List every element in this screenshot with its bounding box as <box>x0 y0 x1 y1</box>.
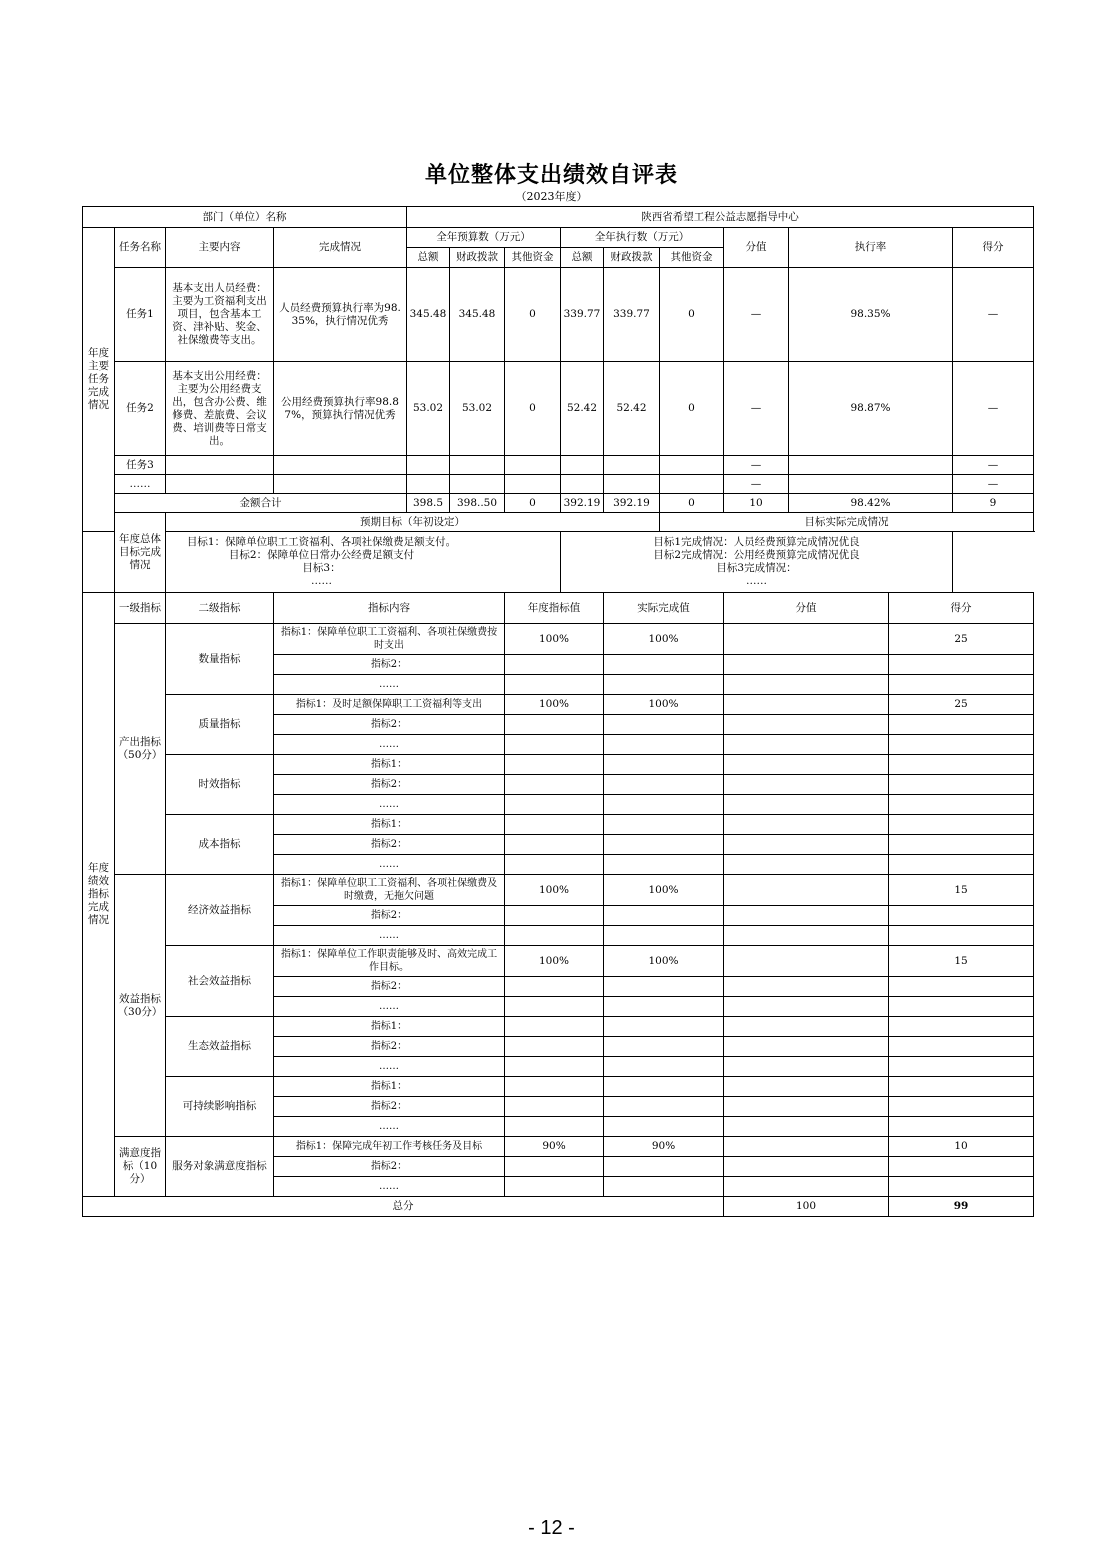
indicator-score-value <box>724 997 889 1017</box>
indicator-score-value <box>724 815 889 835</box>
indicator-content: …… <box>274 926 505 946</box>
indicator-actual <box>604 997 724 1017</box>
indicator-actual <box>604 775 724 795</box>
indicator-score <box>889 795 1034 815</box>
level1-indicator: 效益指标（30分） <box>115 875 166 1137</box>
indicator-target: 100% <box>505 946 604 977</box>
task-status: 人员经费预算执行率为98.35%，执行情况优秀 <box>274 268 407 362</box>
indicator-actual <box>604 815 724 835</box>
indicator-score-value <box>724 906 889 926</box>
sum-e-total: 392.19 <box>561 494 604 513</box>
task-content <box>166 456 274 475</box>
indicator-content: 指标2： <box>274 1157 505 1177</box>
indicator-score: 15 <box>889 875 1034 906</box>
indicator-content: 指标1： <box>274 815 505 835</box>
header-total: 总额 <box>407 248 450 268</box>
task-content <box>166 475 274 494</box>
task-b-total: 53.02 <box>407 362 450 456</box>
task-name: 任务2 <box>115 362 166 456</box>
task-e-other <box>660 475 724 494</box>
indicator-target <box>505 1157 604 1177</box>
task-content: 基本支出公用经费：主要为公用经费支出，包含办公费、维修费、差旅费、会议费、培训费等日常支出。 <box>166 362 274 456</box>
indicator-target <box>505 1057 604 1077</box>
text-line: …… <box>746 575 767 587</box>
indicator-actual: 100% <box>604 695 724 715</box>
indicator-score-value <box>724 695 889 715</box>
task-b-other <box>505 475 561 494</box>
indicator-score <box>889 977 1034 997</box>
task-name: 任务1 <box>115 268 166 362</box>
task-rate: 98.35% <box>789 268 953 362</box>
indicator-content: …… <box>274 1117 505 1137</box>
indicator-score-value <box>724 1137 889 1157</box>
text-line: 目标1：保障单位职工工资福利、各项社保缴费足额支付。 <box>186 536 457 548</box>
indicator-score: 15 <box>889 946 1034 977</box>
indicator-actual <box>604 1157 724 1177</box>
indicator-score <box>889 815 1034 835</box>
header-fiscal: 财政拨款 <box>450 248 505 268</box>
task-e-fiscal <box>604 456 660 475</box>
dept-label: 部门（单位）名称 <box>83 207 407 228</box>
header-budget: 全年预算数（万元） <box>407 228 561 248</box>
indicator-score-value <box>724 1017 889 1037</box>
indicator-actual <box>604 1077 724 1097</box>
indicator-content: 指标2： <box>274 655 505 675</box>
indicator-target <box>505 1077 604 1097</box>
indicator-content: …… <box>274 1177 505 1197</box>
task-status <box>274 456 407 475</box>
task-status: 公用经费预算执行率98.87%，预算执行情况优秀 <box>274 362 407 456</box>
dept-name: 陕西省希望工程公益志愿指导中心 <box>407 207 1034 228</box>
indicator-content: 指标1：保障单位工作职责能够及时、高效完成工作目标。 <box>274 946 505 977</box>
indicator-content: 指标1：及时足额保障职工工资福利等支出 <box>274 695 505 715</box>
indicator-target <box>505 655 604 675</box>
header-content: 主要内容 <box>166 228 274 268</box>
indicator-target <box>505 775 604 795</box>
indicator-score <box>889 906 1034 926</box>
indicator-content: 指标1： <box>274 1077 505 1097</box>
task-score: — <box>953 268 1034 362</box>
sum-b-total: 398.5 <box>407 494 450 513</box>
indicator-actual <box>604 1037 724 1057</box>
indicator-content: 指标2： <box>274 775 505 795</box>
indicator-target <box>505 855 604 875</box>
task-b-fiscal <box>450 475 505 494</box>
task-b-fiscal: 345.48 <box>450 268 505 362</box>
indicator-score-value <box>724 1097 889 1117</box>
indicator-score <box>889 1097 1034 1117</box>
indicator-content: …… <box>274 795 505 815</box>
page-number: - 12 - <box>528 1517 575 1539</box>
header-other: 其他资金 <box>660 248 724 268</box>
task-b-fiscal <box>450 456 505 475</box>
indicator-score-value <box>724 755 889 775</box>
indicator-score-value <box>724 977 889 997</box>
indicator-score <box>889 1037 1034 1057</box>
level2-indicator: 生态效益指标 <box>166 1017 274 1077</box>
indicator-score <box>889 855 1034 875</box>
sum-e-other: 0 <box>660 494 724 513</box>
task-e-fiscal <box>604 475 660 494</box>
indicator-target <box>505 977 604 997</box>
task-name: 任务3 <box>115 456 166 475</box>
indicator-content: 指标2： <box>274 906 505 926</box>
total-score: 99 <box>889 1197 1034 1217</box>
header-actual: 实际完成值 <box>604 593 724 624</box>
header-indicator-content: 指标内容 <box>274 593 505 624</box>
indicator-score <box>889 835 1034 855</box>
indicator-score <box>889 1157 1034 1177</box>
indicator-actual <box>604 977 724 997</box>
indicator-content: 指标2： <box>274 977 505 997</box>
indicator-score <box>889 926 1034 946</box>
task-e-other: 0 <box>660 268 724 362</box>
indicator-content: …… <box>274 855 505 875</box>
indicator-score-value <box>724 835 889 855</box>
level2-indicator: 时效指标 <box>166 755 274 815</box>
indicator-target: 90% <box>505 1137 604 1157</box>
indicator-score <box>889 675 1034 695</box>
task-b-total <box>407 456 450 475</box>
task-e-other: 0 <box>660 362 724 456</box>
indicator-score <box>889 715 1034 735</box>
indicator-score-value <box>724 735 889 755</box>
indicator-score <box>889 1117 1034 1137</box>
level2-indicator: 可持续影响指标 <box>166 1077 274 1137</box>
header-exec: 全年执行数（万元） <box>561 228 724 248</box>
indicator-target <box>505 735 604 755</box>
indicator-score-value <box>724 1117 889 1137</box>
header-status: 完成情况 <box>274 228 407 268</box>
level1-indicator: 满意度指标（10分） <box>115 1137 166 1197</box>
indicator-score <box>889 755 1034 775</box>
section-label-goals: 年度总体目标完成情况 <box>115 513 166 593</box>
level2-indicator: 社会效益指标 <box>166 946 274 1017</box>
header-rate: 执行率 <box>789 228 953 268</box>
indicator-actual: 100% <box>604 946 724 977</box>
indicator-content: …… <box>274 675 505 695</box>
text-line: …… <box>311 575 332 587</box>
task-status <box>274 475 407 494</box>
header-score: 得分 <box>953 228 1034 268</box>
header-fiscal: 财政拨款 <box>604 248 660 268</box>
task-rate <box>789 475 953 494</box>
indicator-score-value <box>724 1057 889 1077</box>
indicator-actual: 100% <box>604 875 724 906</box>
indicator-score-value <box>724 926 889 946</box>
task-b-total <box>407 475 450 494</box>
total-score-value: 100 <box>724 1197 889 1217</box>
header-l1: 一级指标 <box>115 593 166 624</box>
level2-indicator: 经济效益指标 <box>166 875 274 946</box>
task-score: — <box>953 362 1034 456</box>
text-line: 目标3完成情况： <box>716 562 797 574</box>
total-label: 总分 <box>83 1197 724 1217</box>
report-year: （2023年度） <box>515 190 588 203</box>
task-e-total: 339.77 <box>561 268 604 362</box>
task-e-other <box>660 456 724 475</box>
task-e-fiscal: 339.77 <box>604 268 660 362</box>
indicator-score <box>889 1077 1034 1097</box>
section-label-indicators: 年度绩效指标完成情况 <box>83 593 115 1197</box>
task-score-value: — <box>724 362 789 456</box>
indicator-actual <box>604 755 724 775</box>
sum-score: 9 <box>953 494 1034 513</box>
indicator-content: 指标1：保障单位职工工资福利、各项社保缴费按时支出 <box>274 624 505 655</box>
actual-header: 目标实际完成情况 <box>660 513 1034 532</box>
indicator-actual: 90% <box>604 1137 724 1157</box>
indicator-target <box>505 835 604 855</box>
sum-b-other: 0 <box>505 494 561 513</box>
indicator-actual <box>604 835 724 855</box>
indicator-score <box>889 1177 1034 1197</box>
indicator-score-value <box>724 655 889 675</box>
task-rate: 98.87% <box>789 362 953 456</box>
indicator-actual: 100% <box>604 624 724 655</box>
text-line: 目标1完成情况：人员经费预算完成情况优良 <box>653 536 860 548</box>
task-e-fiscal: 52.42 <box>604 362 660 456</box>
header-l2: 二级指标 <box>166 593 274 624</box>
indicator-score-value <box>724 675 889 695</box>
task-e-total: 52.42 <box>561 362 604 456</box>
indicator-actual <box>604 675 724 695</box>
indicator-target <box>505 1177 604 1197</box>
planned-header: 预期目标（年初设定） <box>166 513 660 532</box>
indicator-target <box>505 715 604 735</box>
indicator-actual <box>604 1097 724 1117</box>
indicator-content: 指标1：保障完成年初工作考核任务及目标 <box>274 1137 505 1157</box>
indicator-target: 100% <box>505 695 604 715</box>
indicator-content: 指标2： <box>274 835 505 855</box>
task-score-value: — <box>724 268 789 362</box>
indicator-content: …… <box>274 997 505 1017</box>
task-b-other <box>505 456 561 475</box>
indicator-target <box>505 795 604 815</box>
level2-indicator: 质量指标 <box>166 695 274 755</box>
indicator-score-value <box>724 1037 889 1057</box>
sum-rate: 98.42% <box>789 494 953 513</box>
indicator-actual <box>604 906 724 926</box>
indicator-score <box>889 1017 1034 1037</box>
indicator-target <box>505 1117 604 1137</box>
header-indicator-score-value: 分值 <box>724 593 889 624</box>
text-line: 目标2完成情况：公用经费预算完成情况优良 <box>653 549 860 561</box>
level1-indicator: 产出指标（50分） <box>115 624 166 875</box>
indicator-actual <box>604 1017 724 1037</box>
header-other: 其他资金 <box>505 248 561 268</box>
indicator-content: 指标2： <box>274 715 505 735</box>
indicator-content: 指标1： <box>274 1017 505 1037</box>
indicator-actual <box>604 735 724 755</box>
indicator-score-value <box>724 775 889 795</box>
task-score: — <box>953 456 1034 475</box>
indicator-content: 指标1： <box>274 755 505 775</box>
indicator-content: 指标2： <box>274 1097 505 1117</box>
text-line: 目标2：保障单位日常办公经费足额支付 <box>228 549 415 561</box>
indicator-score <box>889 775 1034 795</box>
indicator-target <box>505 997 604 1017</box>
task-score-value: — <box>724 475 789 494</box>
sum-b-fiscal: 398..50 <box>450 494 505 513</box>
indicator-score-value <box>724 1177 889 1197</box>
indicator-content: 指标1：保障单位职工工资福利、各项社保缴费及时缴费，无拖欠问题 <box>274 875 505 906</box>
indicator-actual <box>604 795 724 815</box>
indicator-score-value <box>724 715 889 735</box>
task-b-other: 0 <box>505 362 561 456</box>
indicator-score-value <box>724 1077 889 1097</box>
sum-label: 金额合计 <box>115 494 407 513</box>
level2-indicator: 数量指标 <box>166 624 274 695</box>
actual-goals <box>561 532 953 593</box>
indicator-target <box>505 1097 604 1117</box>
indicator-actual <box>604 1117 724 1137</box>
indicator-target <box>505 755 604 775</box>
evaluation-table <box>82 206 1034 1217</box>
indicator-actual <box>604 715 724 735</box>
indicator-score: 10 <box>889 1137 1034 1157</box>
indicator-score <box>889 655 1034 675</box>
header-target: 年度指标值 <box>505 593 604 624</box>
indicator-actual <box>604 926 724 946</box>
section-label-tasks: 年度主要任务完成情况 <box>83 228 115 532</box>
indicator-target <box>505 1037 604 1057</box>
header-total: 总额 <box>561 248 604 268</box>
indicator-target <box>505 926 604 946</box>
task-content: 基本支出人员经费：主要为工资福利支出项目，包含基本工资、津补贴、奖金、社保缴费等支出。 <box>166 268 274 362</box>
task-e-total <box>561 475 604 494</box>
indicator-score-value <box>724 624 889 655</box>
indicator-score <box>889 735 1034 755</box>
header-score-value: 分值 <box>724 228 789 268</box>
indicator-target <box>505 815 604 835</box>
indicator-score-value <box>724 795 889 815</box>
task-e-total <box>561 456 604 475</box>
indicator-target: 100% <box>505 875 604 906</box>
header-indicator-score: 得分 <box>889 593 1034 624</box>
indicator-score <box>889 997 1034 1017</box>
indicator-content: 指标2： <box>274 1037 505 1057</box>
indicator-score-value <box>724 946 889 977</box>
indicator-score <box>889 1057 1034 1077</box>
level2-indicator: 成本指标 <box>166 815 274 875</box>
indicator-actual <box>604 1057 724 1077</box>
indicator-target <box>505 1017 604 1037</box>
level2-indicator: 服务对象满意度指标 <box>166 1137 274 1197</box>
indicator-score-value <box>724 855 889 875</box>
task-rate <box>789 456 953 475</box>
indicator-score-value <box>724 1157 889 1177</box>
task-b-other: 0 <box>505 268 561 362</box>
page-title: 单位整体支出绩效自评表 <box>424 163 678 188</box>
header-task-name: 任务名称 <box>115 228 166 268</box>
indicator-content: …… <box>274 1057 505 1077</box>
task-score: — <box>953 475 1034 494</box>
task-b-fiscal: 53.02 <box>450 362 505 456</box>
indicator-content: …… <box>274 735 505 755</box>
indicator-score: 25 <box>889 695 1034 715</box>
indicator-target <box>505 675 604 695</box>
task-b-total: 345.48 <box>407 268 450 362</box>
indicator-target: 100% <box>505 624 604 655</box>
indicator-score-value <box>724 875 889 906</box>
indicator-actual <box>604 855 724 875</box>
indicator-score: 25 <box>889 624 1034 655</box>
indicator-actual <box>604 655 724 675</box>
sum-score-value: 10 <box>724 494 789 513</box>
task-score-value: — <box>724 456 789 475</box>
indicator-target <box>505 906 604 926</box>
text-line: 目标3： <box>302 562 341 574</box>
task-name: …… <box>115 475 166 494</box>
sum-e-fiscal: 392.19 <box>604 494 660 513</box>
indicator-actual <box>604 1177 724 1197</box>
